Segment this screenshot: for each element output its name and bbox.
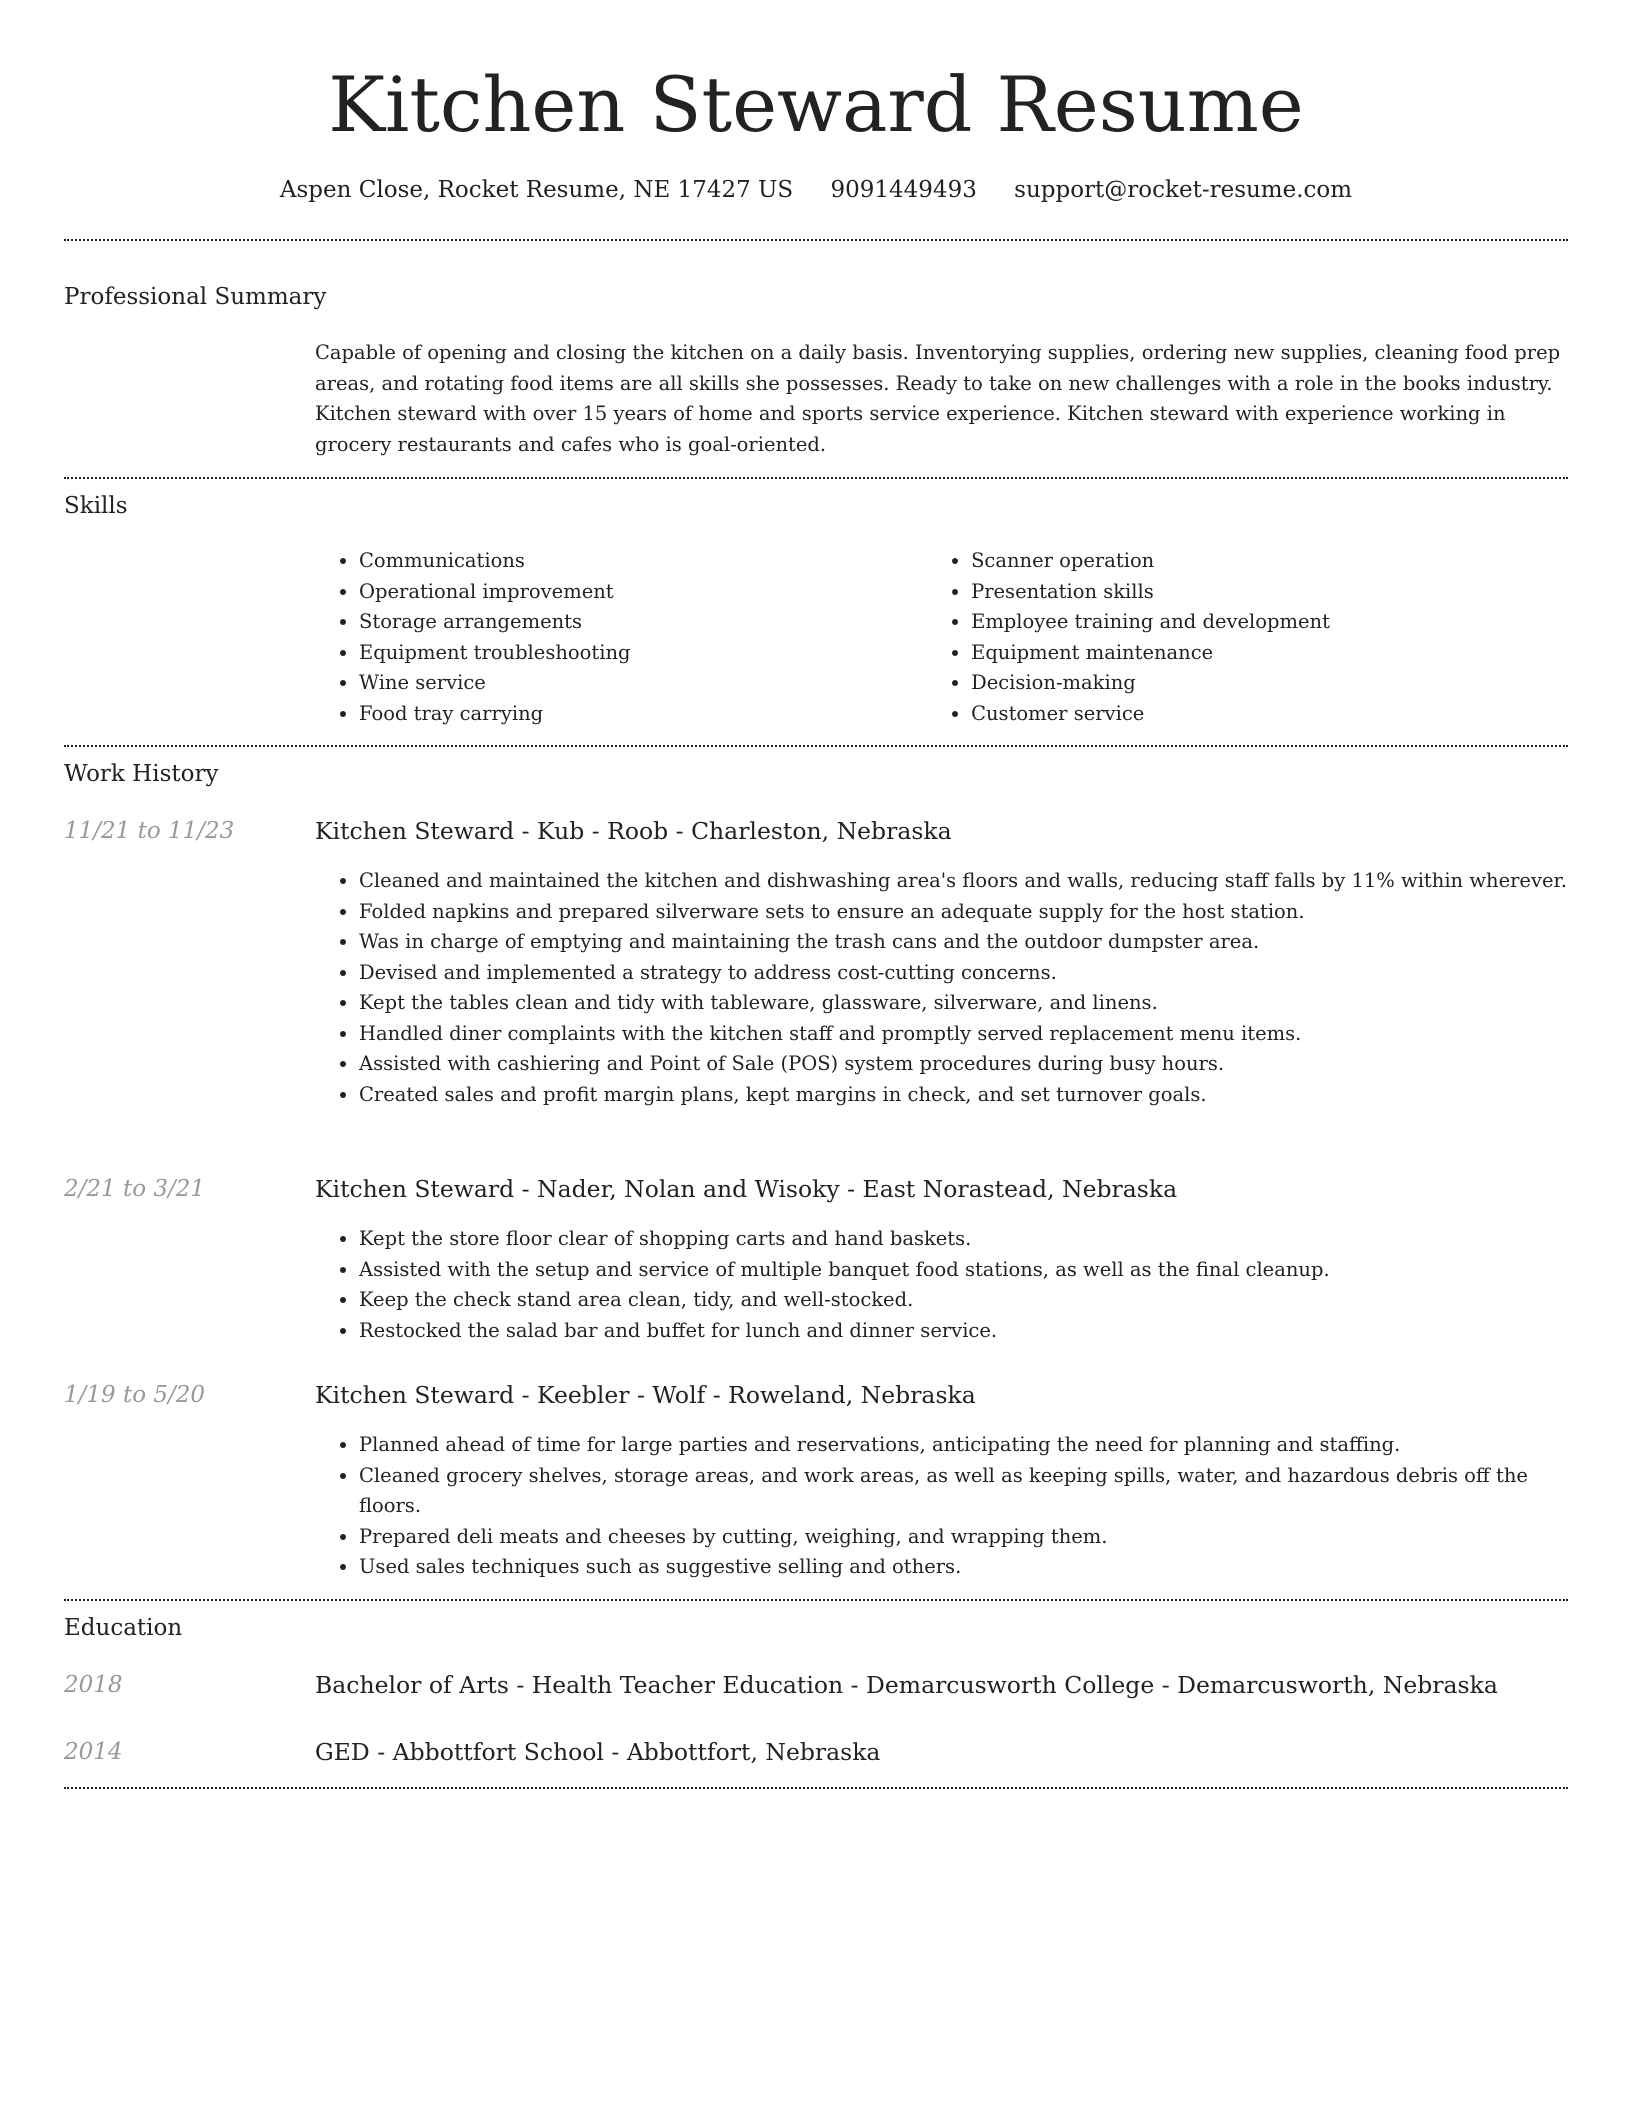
skill-item: • Presentation skills [971, 577, 1568, 608]
section-divider [64, 1787, 1568, 1789]
job-duty: • Devised and implemented a strategy to address cost-cutting concerns. [359, 958, 1568, 989]
resume-header [0, 0, 1632, 206]
skills-column-left [315, 546, 927, 729]
summary-heading: Professional Summary [64, 284, 327, 310]
job-duty: • Restocked the salad bar and buffet for lunch and dinner service. [359, 1316, 1568, 1347]
education-heading: Education [64, 1615, 183, 1641]
job-duties [315, 1430, 1568, 1583]
summary-text: Capable of opening and closing the kitchen on a daily basis. Inventorying supplies, ordering new supplies, cleaning food prep areas, and rotating food items are all skills she possesses. Ready to take on new challenges with a role in the books industry. Kitchen steward with over 15 years of home and sports service experience. Kitchen steward with experience working in grocery restaurants and cafes who is goal-oriented. [315, 341, 1561, 456]
job-duties [315, 1224, 1568, 1346]
job-duty: • Cleaned grocery shelves, storage areas, and work areas, as well as keeping spills, water, and hazardous debris off the floors. [359, 1461, 1568, 1522]
skill-item: • Operational improvement [359, 577, 927, 608]
skills-list [315, 546, 1568, 729]
contact-email: support@rocket-resume.com [1014, 177, 1353, 203]
contact-line [0, 174, 1632, 206]
job-duty: • Cleaned and maintained the kitchen and dishwashing area's floors and walls, reducing staff falls by 11% within wherever. [359, 866, 1568, 897]
skill-item: • Storage arrangements [359, 607, 927, 638]
skills-heading: Skills [64, 493, 128, 519]
skill-item: • Decision-making [971, 668, 1568, 699]
job-duty: • Used sales techniques such as suggestive selling and others. [359, 1552, 1568, 1583]
section-divider [64, 239, 1568, 241]
job-dates: 1/19 to 5/20 [64, 1382, 206, 1408]
job-duty: • Kept the store floor clear of shopping carts and hand baskets. [359, 1224, 1568, 1255]
skill-item: • Equipment maintenance [971, 638, 1568, 669]
job-duties [315, 866, 1568, 1110]
job-duty: • Handled diner complaints with the kitchen staff and promptly served replacement menu items. [359, 1019, 1568, 1050]
skill-item: • Wine service [359, 668, 927, 699]
section-divider [64, 745, 1568, 747]
job-duty: • Kept the tables clean and tidy with tableware, glassware, silverware, and linens. [359, 988, 1568, 1019]
skill-item: • Customer service [971, 699, 1568, 730]
job-dates: 11/21 to 11/23 [64, 818, 235, 844]
skills-column-right [927, 546, 1568, 729]
resume-title: Kitchen Steward Resume [328, 60, 1304, 149]
section-divider [64, 1599, 1568, 1601]
education-entry: Bachelor of Arts - Health Teacher Education - Demarcusworth College - Demarcusworth, Nebraska [315, 1671, 1498, 1699]
education-year: 2014 [64, 1739, 123, 1765]
contact-phone: 9091449493 [830, 177, 977, 203]
contact-address: Aspen Close, Rocket Resume, NE 17427 US [279, 177, 794, 203]
skill-item: • Scanner operation [971, 546, 1568, 577]
skill-item: • Equipment troubleshooting [359, 638, 927, 669]
job-title: Kitchen Steward - Nader, Nolan and Wisoky - East Norastead, Nebraska [315, 1175, 1178, 1203]
job-duty: • Created sales and profit margin plans, kept margins in check, and set turnover goals. [359, 1080, 1568, 1111]
job-title: Kitchen Steward - Keebler - Wolf - Roweland, Nebraska [315, 1381, 976, 1409]
job-duty: • Assisted with the setup and service of multiple banquet food stations, as well as the final cleanup. [359, 1255, 1568, 1286]
skill-item: • Employee training and development [971, 607, 1568, 638]
job-dates: 2/21 to 3/21 [64, 1176, 206, 1202]
education-entry: GED - Abbottfort School - Abbottfort, Nebraska [315, 1738, 881, 1766]
job-duty: • Prepared deli meats and cheeses by cutting, weighing, and wrapping them. [359, 1522, 1568, 1553]
skill-item: • Communications [359, 546, 927, 577]
job-duty: • Folded napkins and prepared silverware sets to ensure an adequate supply for the host station. [359, 897, 1568, 928]
section-divider [64, 477, 1568, 479]
job-duty: • Was in charge of emptying and maintaining the trash cans and the outdoor dumpster area. [359, 927, 1568, 958]
job-duty: • Keep the check stand area clean, tidy, and well-stocked. [359, 1285, 1568, 1316]
skill-item: • Food tray carrying [359, 699, 927, 730]
job-title: Kitchen Steward - Kub - Roob - Charleston, Nebraska [315, 817, 952, 845]
education-year: 2018 [64, 1672, 123, 1698]
job-duty: • Planned ahead of time for large parties and reservations, anticipating the need for planning and staffing. [359, 1430, 1568, 1461]
job-duty: • Assisted with cashiering and Point of Sale (POS) system procedures during busy hours. [359, 1049, 1568, 1080]
work-heading: Work History [64, 761, 219, 787]
